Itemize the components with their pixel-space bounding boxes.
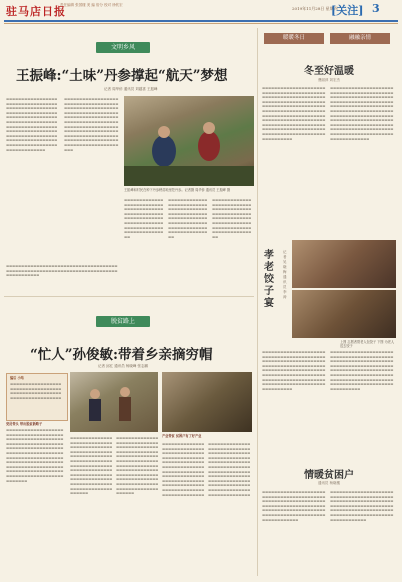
vertical-headline: 孝老饺子宴 xyxy=(264,250,274,309)
header-rule-thin xyxy=(4,23,398,24)
right-headline-1: 冬至好温暖 xyxy=(304,66,354,77)
subhead-1: 党员带头 带出脱贫新路子 xyxy=(6,422,43,426)
people-illustration xyxy=(70,372,158,432)
village-photo xyxy=(70,372,158,432)
article-column: ▬▬▬▬▬▬▬▬▬▬▬▬▬▬▬▬▬▬▬▬▬▬▬▬▬▬▬▬▬▬▬▬▬▬▬▬▬▬▬▬▬▬▬▬▬▬▬▬▬▬▬▬▬▬▬▬▬▬▬▬▬▬▬▬▬▬▬▬▬▬▬▬▬▬▬▬▬▬▬▬▬▬▬▬▬▬▬▬▬▬▬▬▬▬▬▬▬▬▬▬▬▬▬▬▬▬▬▬▬▬▬▬▬▬▬▬▬▬▬▬▬▬▬▬▬▬▬▬▬▬▬▬▬▬▬▬▬▬▬▬▬▬▬▬▬▬▬▬▬▬▬▬▬▬▬▬▬▬▬▬▬▬▬▬▬▬▬▬▬▬▬▬▬▬ xyxy=(116,436,159,496)
byline-bottom: 记者 邱红 通讯员 杨晓峰 张志鹏 xyxy=(98,364,148,368)
subhead-2: 产业带贫 贫困户有了好产业 xyxy=(162,434,202,438)
article-column: ▬▬▬▬▬▬▬▬▬▬▬▬▬▬▬▬▬▬▬▬▬▬▬▬▬▬▬▬▬▬▬▬▬▬▬▬▬▬▬▬▬▬▬▬▬▬▬▬▬▬▬▬▬▬▬▬▬▬▬▬▬▬▬▬▬▬▬▬▬▬▬▬▬▬▬▬▬▬▬▬▬▬▬▬▬▬▬▬▬▬▬▬▬▬▬▬▬▬▬▬▬▬▬▬▬▬▬▬▬▬▬▬▬▬▬▬▬▬▬▬▬▬▬▬▬▬▬▬▬▬▬▬▬▬▬▬▬▬ xyxy=(262,490,326,522)
right-author-2: 通讯员 杨晓楼 xyxy=(317,481,341,485)
page-header xyxy=(0,0,402,22)
section-tag-culture: 文明乡风 xyxy=(96,42,150,53)
page-number: 3 xyxy=(372,2,380,15)
right-tab-family: 融融亲情 xyxy=(330,33,390,44)
dumpling-photo-bottom xyxy=(292,290,396,338)
article-column: ▬▬▬▬▬▬▬▬▬▬▬▬▬▬▬▬▬▬▬▬▬▬▬▬▬▬▬▬▬▬▬▬▬▬▬▬▬▬▬▬▬▬▬▬▬▬▬▬▬▬▬▬▬▬▬▬▬▬▬▬▬▬▬▬▬▬▬▬▬▬▬▬▬▬▬▬▬▬▬▬▬▬▬▬▬▬▬▬▬▬▬▬▬▬▬▬▬▬▬▬▬▬▬▬▬▬▬▬▬▬▬▬▬▬▬▬▬▬▬▬▬▬▬▬▬▬▬▬▬▬▬▬▬▬▬▬▬▬▬▬▬▬▬▬▬▬▬▬▬▬▬▬▬▬▬▬▬▬▬▬▬▬▬▬▬▬▬▬▬▬▬▬▬▬▬▬▬▬ xyxy=(262,350,326,391)
article-column: ▬▬▬▬▬▬▬▬▬▬▬▬▬▬▬▬▬▬▬▬▬▬▬▬▬▬▬▬▬▬▬▬▬▬▬▬▬▬▬▬▬▬▬▬▬▬▬▬▬▬▬▬▬▬▬▬▬▬▬▬▬▬▬▬▬▬▬▬▬▬▬▬▬▬▬▬▬▬▬▬▬▬▬▬▬▬▬▬▬▬▬▬▬▬▬▬▬▬▬▬▬▬▬▬▬▬▬▬▬▬▬▬▬▬▬▬▬▬▬▬▬▬▬▬▬▬▬▬▬▬▬▬▬▬▬▬▬▬ xyxy=(330,490,394,522)
editor-note-box xyxy=(6,373,68,421)
headline-top: 王振峰:“土味”丹参撑起“航天”梦想 xyxy=(16,68,228,84)
article-column: ▬▬▬▬▬▬▬▬▬▬▬▬▬▬▬▬▬▬▬▬▬▬▬▬▬▬▬▬▬▬▬▬▬▬▬▬▬▬▬▬▬▬▬▬▬▬▬▬▬▬▬▬▬▬▬▬▬▬▬▬▬▬▬▬▬▬▬▬▬▬▬▬▬▬▬▬▬▬▬▬▬▬▬▬▬▬▬▬▬▬▬▬▬▬▬▬▬▬▬▬▬▬▬▬▬▬ xyxy=(168,198,208,239)
right-author-1: 曹丽萍 刘宏杰 xyxy=(317,78,341,82)
article-column: ▬▬▬▬▬▬▬▬▬▬▬▬▬▬▬▬▬▬▬▬▬▬▬▬▬▬▬▬▬▬▬▬▬▬▬▬▬▬▬▬▬▬▬▬▬▬▬▬▬▬▬▬▬▬▬▬▬▬▬▬▬▬▬▬▬▬▬▬▬▬▬▬▬▬▬▬▬▬▬▬▬▬▬▬▬▬▬▬▬▬▬▬▬▬▬▬▬▬▬▬▬▬▬▬▬▬▬▬▬▬▬▬▬▬▬▬▬▬▬▬▬▬▬▬▬▬▬▬▬▬▬▬▬▬▬▬▬▬▬▬▬▬▬▬▬▬▬▬▬▬▬▬▬▬▬▬▬▬▬▬▬▬▬▬▬▬▬▬▬▬▬▬▬▬▬▬▬▬▬▬▬▬▬▬▬▬▬▬▬▬▬▬▬▬▬▬▬▬▬▬ xyxy=(6,97,58,152)
article-column: ▬▬▬▬▬▬▬▬▬▬▬▬▬▬▬▬▬▬▬▬▬▬▬▬▬▬▬▬▬▬▬▬▬▬▬▬▬▬▬▬▬▬▬▬▬▬▬▬▬▬▬▬▬▬▬▬▬▬▬▬▬▬▬▬▬▬▬▬▬▬▬▬▬▬▬▬▬▬▬▬▬▬▬▬▬▬▬▬▬▬▬▬▬▬▬▬▬▬▬▬▬▬▬▬▬▬ xyxy=(124,198,164,239)
article-column: ▬▬▬▬▬▬▬▬▬▬▬▬▬▬▬▬▬▬▬▬▬▬▬▬▬▬▬▬▬▬▬▬▬▬▬▬▬▬▬▬▬▬▬▬▬▬▬▬▬▬▬▬▬▬▬▬▬▬▬▬▬▬▬▬▬▬▬▬▬▬▬▬▬▬▬▬▬▬▬▬▬▬▬▬▬▬▬▬▬▬▬▬▬▬▬▬▬▬▬▬▬▬▬▬▬▬▬▬▬▬▬▬▬▬▬▬▬▬▬▬▬▬▬▬▬▬▬▬▬▬▬▬▬▬▬▬▬▬▬▬▬▬▬▬▬▬▬▬▬▬▬▬▬▬▬▬▬▬▬▬▬▬▬▬▬▬▬▬▬▬▬▬▬▬▬▬▬▬▬▬▬▬▬▬▬▬▬▬▬▬▬▬▬▬▬▬▬▬▬▬▬▬▬▬▬▬▬▬▬▬▬▬▬▬▬▬▬▬▬▬▬▬▬▬▬▬▬▬▬▬▬▬▬▬▬▬▬▬▬▬▬▬▬▬ xyxy=(330,86,394,141)
right-headline-2: 情暖贫困户 xyxy=(304,470,354,481)
header-rule xyxy=(4,20,398,22)
issue-date: 2019年11月28日 星期四 xyxy=(292,6,338,11)
masthead-credits: 责任编辑 张国楼 美 编 俗分 校对 徐钦宏 xyxy=(60,3,123,7)
greenhouse-photo xyxy=(162,372,252,432)
farm-scene-illustration xyxy=(124,96,254,186)
article-column: ▬▬▬▬▬▬▬▬▬▬▬▬▬▬▬▬▬▬▬▬▬▬▬▬▬▬▬▬▬▬▬▬▬▬▬▬▬▬▬▬▬▬▬▬▬▬▬▬▬▬▬▬▬▬▬▬▬▬▬▬▬▬▬▬▬▬▬▬▬▬▬▬▬▬▬▬▬▬▬▬▬▬▬▬▬ xyxy=(6,264,118,278)
field-photo xyxy=(124,96,254,186)
right-tab-winter: 暖暖冬日 xyxy=(264,33,324,44)
article-column: ▬▬▬▬▬▬▬▬▬▬▬▬▬▬▬▬▬▬▬▬▬▬▬▬▬▬▬▬▬▬▬▬▬▬▬▬▬▬▬▬▬▬▬▬▬▬▬▬▬▬▬▬▬▬▬▬▬▬▬▬▬▬▬▬▬▬▬▬▬▬▬▬▬▬▬▬▬▬▬▬▬▬▬▬▬▬▬▬▬▬▬▬▬▬▬▬▬▬▬▬▬▬▬▬▬▬▬▬▬▬▬▬▬▬▬▬▬▬▬▬▬▬▬▬▬▬▬▬▬▬▬▬▬▬▬▬▬▬▬▬▬▬▬▬▬▬▬▬▬▬▬▬▬▬▬▬▬▬▬▬▬▬▬▬▬▬▬▬▬▬▬▬▬▬▬▬▬▬▬▬▬▬▬▬▬▬▬▬▬▬▬▬▬▬▬▬▬▬▬▬▬▬▬▬▬▬▬▬▬▬▬▬▬▬▬▬ xyxy=(6,428,64,483)
story-divider xyxy=(4,296,254,297)
article-column: ▬▬▬▬▬▬▬▬▬▬▬▬▬▬▬▬▬▬▬▬▬▬▬▬▬▬▬▬▬▬▬▬▬▬▬▬▬▬▬▬▬▬▬▬▬▬▬▬▬▬▬▬▬▬▬▬▬▬▬▬▬▬▬▬▬▬▬▬▬▬▬▬▬▬▬▬▬▬▬▬▬▬▬▬▬▬▬▬▬▬▬▬▬▬▬▬▬▬▬▬▬▬▬▬▬▬▬▬▬▬▬▬▬▬▬▬▬▬▬▬▬▬▬▬▬▬▬▬▬▬▬▬▬▬▬▬▬▬▬▬▬▬▬▬▬▬▬▬▬▬▬▬▬▬▬▬▬▬▬▬▬▬▬▬▬▬▬▬▬▬▬▬▬▬▬▬▬▬ xyxy=(330,350,394,391)
vertical-author: 记者 吴晓梅 通讯员 李涛 xyxy=(283,250,287,299)
editor-note-text: ▬▬▬▬▬▬▬▬▬▬▬▬▬▬▬▬▬▬▬▬▬▬▬▬▬▬▬▬▬▬▬▬▬▬▬▬▬▬▬▬▬▬▬▬▬▬▬▬▬▬▬▬▬▬▬▬▬▬▬▬▬▬▬▬▬▬▬▬ xyxy=(10,382,62,400)
column-divider xyxy=(257,28,258,576)
masthead-title: 驻马店日报 xyxy=(6,5,66,18)
right-photo-caption: 上图 志愿者帮老人包饺子 下图 为老人送去饺子 xyxy=(340,340,395,349)
editor-note-title: 编后 小结 xyxy=(10,376,24,380)
byline-top: 记者 周华侨 通讯员 刘越喜 王振峰 xyxy=(104,87,158,91)
article-column: ▬▬▬▬▬▬▬▬▬▬▬▬▬▬▬▬▬▬▬▬▬▬▬▬▬▬▬▬▬▬▬▬▬▬▬▬▬▬▬▬▬▬▬▬▬▬▬▬▬▬▬▬▬▬▬▬▬▬▬▬▬▬▬▬▬▬▬▬▬▬▬▬▬▬▬▬▬▬▬▬▬▬▬▬▬▬▬▬▬▬▬▬▬▬▬▬▬▬▬▬▬▬▬▬▬▬▬▬▬▬▬▬▬▬▬▬▬▬▬▬▬▬▬▬▬▬▬▬▬▬▬▬▬▬▬▬▬▬▬▬▬▬▬▬▬▬▬▬▬▬▬▬▬▬▬▬▬▬▬▬▬▬▬▬▬▬▬▬▬▬▬▬▬▬▬▬▬▬▬▬▬▬▬▬▬▬▬▬▬▬▬▬▬▬▬▬▬▬▬▬▬▬▬▬▬▬▬▬▬▬▬▬▬▬▬▬▬▬▬▬▬▬▬▬▬▬▬▬▬▬▬▬▬▬▬▬▬▬▬▬▬ xyxy=(262,86,326,141)
article-column: ▬▬▬▬▬▬▬▬▬▬▬▬▬▬▬▬▬▬▬▬▬▬▬▬▬▬▬▬▬▬▬▬▬▬▬▬▬▬▬▬▬▬▬▬▬▬▬▬▬▬▬▬▬▬▬▬▬▬▬▬▬▬▬▬▬▬▬▬▬▬▬▬▬▬▬▬▬▬▬▬▬▬▬▬▬▬▬▬▬▬▬▬▬▬▬▬▬▬▬▬▬▬▬▬▬▬▬▬▬▬▬▬▬▬▬▬▬▬▬▬▬▬▬▬▬▬▬▬▬▬▬▬▬▬▬▬▬▬▬▬▬▬▬▬▬▬▬▬▬▬▬▬▬▬▬▬▬▬▬▬▬▬▬▬▬▬▬▬ xyxy=(208,442,251,497)
article-column: ▬▬▬▬▬▬▬▬▬▬▬▬▬▬▬▬▬▬▬▬▬▬▬▬▬▬▬▬▬▬▬▬▬▬▬▬▬▬▬▬▬▬▬▬▬▬▬▬▬▬▬▬▬▬▬▬▬▬▬▬▬▬▬▬▬▬▬▬▬▬▬▬▬▬▬▬▬▬▬▬▬▬▬▬▬▬▬▬▬▬▬▬▬▬▬▬▬▬▬▬▬▬▬▬▬▬▬▬▬▬▬▬▬▬▬▬▬▬▬▬▬▬▬▬▬▬▬▬▬▬▬▬▬▬▬▬▬▬▬▬▬▬▬▬▬▬▬▬▬▬▬▬▬▬▬▬▬▬▬▬▬▬▬▬▬▬▬▬▬▬▬▬▬▬▬▬▬▬▬▬▬▬▬▬▬▬▬▬▬▬▬▬▬▬▬▬▬▬▬▬▬ xyxy=(64,97,119,152)
photo-caption-top: 王振峰和村民在种下丹参秧苗地里挖丹参。记者摄 周华侨 通讯员 王振峰 摄 xyxy=(124,188,231,192)
article-column: ▬▬▬▬▬▬▬▬▬▬▬▬▬▬▬▬▬▬▬▬▬▬▬▬▬▬▬▬▬▬▬▬▬▬▬▬▬▬▬▬▬▬▬▬▬▬▬▬▬▬▬▬▬▬▬▬▬▬▬▬▬▬▬▬▬▬▬▬▬▬▬▬▬▬▬▬▬▬▬▬▬▬▬▬▬▬▬▬▬▬▬▬▬▬▬▬▬▬▬▬▬▬▬▬▬▬ xyxy=(212,198,252,239)
section-name: [关注] xyxy=(331,4,364,17)
headline-bottom: “忙人”孙俊敏:带着乡亲摘穷帽 xyxy=(30,347,213,363)
section-tag-poverty: 脱贫路上 xyxy=(96,316,150,327)
article-column: ▬▬▬▬▬▬▬▬▬▬▬▬▬▬▬▬▬▬▬▬▬▬▬▬▬▬▬▬▬▬▬▬▬▬▬▬▬▬▬▬▬▬▬▬▬▬▬▬▬▬▬▬▬▬▬▬▬▬▬▬▬▬▬▬▬▬▬▬▬▬▬▬▬▬▬▬▬▬▬▬▬▬▬▬▬▬▬▬▬▬▬▬▬▬▬▬▬▬▬▬▬▬▬▬▬▬▬▬▬▬▬▬▬▬▬▬▬▬▬▬▬▬▬▬▬▬▬▬▬▬▬▬▬▬▬▬▬▬▬▬▬▬▬▬▬▬▬▬▬▬▬▬▬▬▬▬▬▬▬▬▬▬▬▬▬▬▬▬ xyxy=(162,442,205,497)
article-column: ▬▬▬▬▬▬▬▬▬▬▬▬▬▬▬▬▬▬▬▬▬▬▬▬▬▬▬▬▬▬▬▬▬▬▬▬▬▬▬▬▬▬▬▬▬▬▬▬▬▬▬▬▬▬▬▬▬▬▬▬▬▬▬▬▬▬▬▬▬▬▬▬▬▬▬▬▬▬▬▬▬▬▬▬▬▬▬▬▬▬▬▬▬▬▬▬▬▬▬▬▬▬▬▬▬▬▬▬▬▬▬▬▬▬▬▬▬▬▬▬▬▬▬▬▬▬▬▬▬▬▬▬▬▬▬▬▬▬▬▬▬▬▬▬▬▬▬▬▬▬▬▬▬▬▬▬▬▬▬▬▬▬▬▬▬▬▬▬▬▬▬▬▬▬ xyxy=(70,436,113,496)
dumpling-photo-top xyxy=(292,240,396,288)
